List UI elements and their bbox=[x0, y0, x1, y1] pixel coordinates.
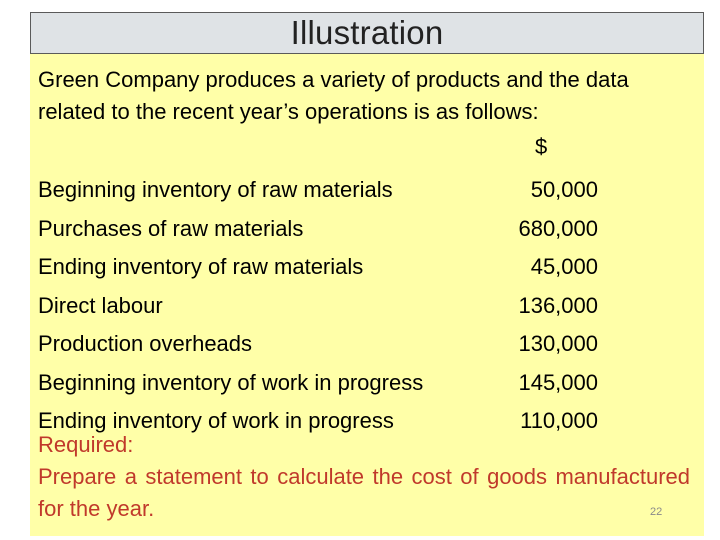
row-label: Direct labour bbox=[38, 292, 163, 318]
slide-title: Illustration bbox=[290, 14, 444, 51]
table-row bbox=[38, 287, 598, 326]
row-label: Beginning inventory of work in progress bbox=[38, 369, 424, 395]
row-amount: 680,000 bbox=[518, 215, 598, 241]
table-row bbox=[38, 325, 598, 364]
intro-paragraph: Green Company produces a variety of products and the data related to the recent year’s operations is as follows: bbox=[38, 67, 629, 124]
row-label: Ending inventory of raw materials bbox=[38, 254, 364, 279]
row-label: Production overheads bbox=[38, 331, 253, 356]
slide-content bbox=[30, 54, 704, 536]
table-row bbox=[38, 171, 598, 210]
row-amount: 45,000 bbox=[530, 254, 598, 279]
row-amount: 136,000 bbox=[518, 292, 598, 318]
required-heading: Required: bbox=[38, 432, 134, 457]
row-label: Ending inventory of work in progress bbox=[38, 408, 394, 433]
currency-header: $ bbox=[535, 134, 548, 159]
row-label: Purchases of raw materials bbox=[38, 215, 304, 241]
required-section bbox=[38, 429, 690, 525]
required-text: Prepare a statement to calculate the cost of goods manufactured for the year. bbox=[38, 464, 690, 521]
table-row bbox=[38, 210, 598, 249]
row-label: Beginning inventory of raw materials bbox=[38, 177, 393, 202]
slide-title-bar bbox=[30, 12, 704, 54]
table-row bbox=[38, 248, 598, 287]
row-amount: 130,000 bbox=[518, 331, 598, 356]
table-row bbox=[38, 364, 598, 403]
row-amount: 110,000 bbox=[520, 408, 598, 433]
slide-number: 22 bbox=[650, 506, 663, 518]
row-amount: 145,000 bbox=[518, 369, 598, 395]
data-table bbox=[38, 171, 598, 441]
row-amount: 50,000 bbox=[530, 177, 598, 202]
